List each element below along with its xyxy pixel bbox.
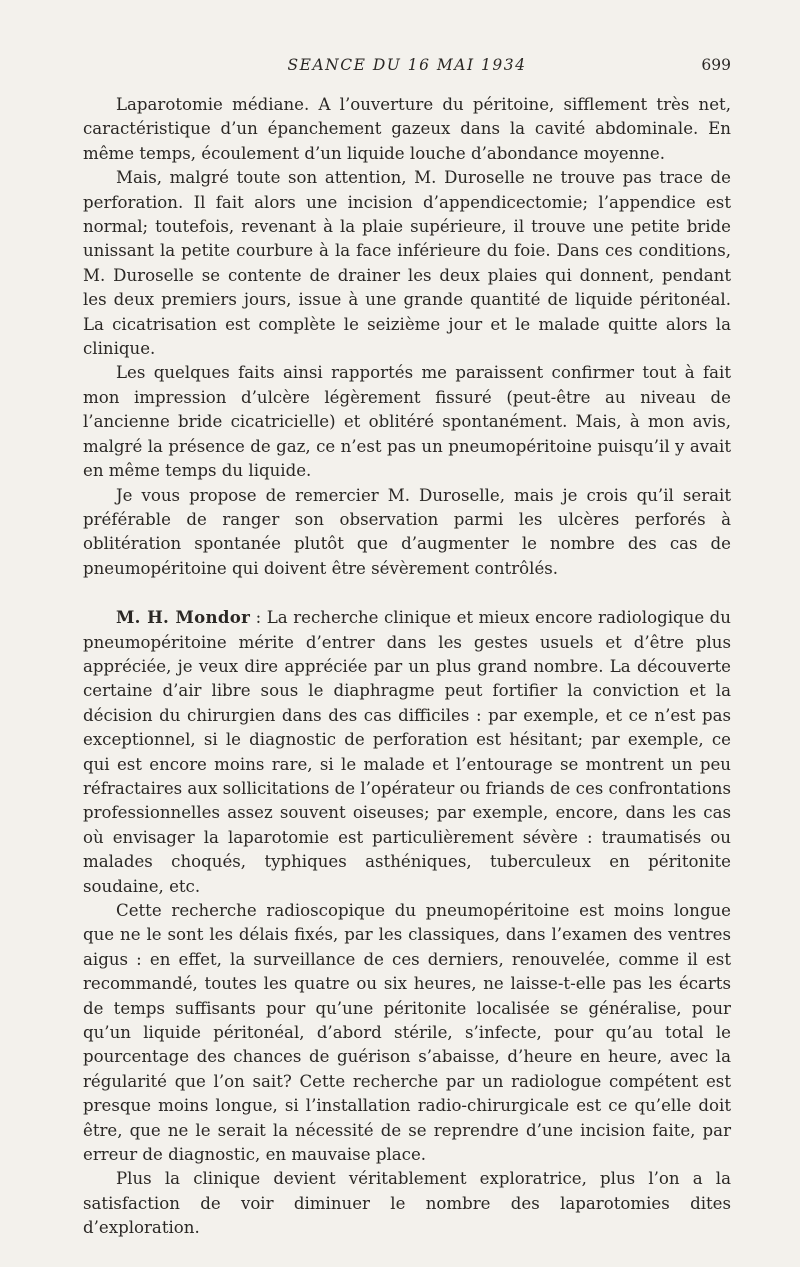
speaker-name: M. H. Mondor <box>116 607 251 628</box>
speech-paragraph <box>83 605 731 899</box>
paragraph-4: Je vous propose de remercier M. Duroselle, mais je crois qu’il serait préférable de ranger son observation parmi les ulcères perforés à oblitération spontanée plutôt que d’augmenter le nombre des cas de pneumopéritoine qui doivent être sévèrement contrôlés. <box>83 485 731 578</box>
running-head: SEANCE DU 16 MAI 1934 <box>287 56 527 74</box>
page-number: 699 <box>701 56 731 74</box>
page-header <box>83 56 731 78</box>
paragraph-1: Laparotomie médiane. A l’ouverture du péritoine, sifflement très net, caractéristique d’un épanchement gazeux dans la cavité abdominale. En même temps, écoulement d’un liquide louche d’abondance moyenne. <box>83 95 731 163</box>
body-text <box>83 93 731 1241</box>
speech-text: : La recherche clinique et mieux encore radiologique du pneumopéritoine mérite d’entrer dans les gestes usuels et d’être plus appréciée, je veux dire appréciée par un plus grand nombre. La découverte certaine d’air libre sous le diaphragme peut fortifier la conviction et la décision du chirurgien dans des cas difficiles : par exemple, et ce n’est pas exceptionnel, si le diagnostic de perforation est hésitant; par exemple, ce qui est encore moins rare, si le malade et l’entourage se montrent un peu réfractaires aux sollicitations de l’opérateur ou friands de ces confrontations professionnelles assez souvent oiseuses; par exemple, encore, dans les cas où envisager la laparotomie est particulièrement sévère : traumatisés ou malades choqués, typhiques asthéniques, tuberculeux en péritonite soudaine, etc. <box>83 608 732 896</box>
paragraph-7: Plus la clinique devient véritablement exploratrice, plus l’on a la satisfaction de voir diminuer le nombre des laparotomies dites d’exploration. <box>83 1169 731 1238</box>
paragraph-3: Les quelques faits ainsi rapportés me paraissent confirmer tout à fait mon impression d’ulcère légèrement fissuré (peut-être au niveau de l’ancienne bride cicatricielle) et oblitéré spontanément. Mais, à mon avis, malgré la présence de gaz, ce n’est pas un pneumopéritoine puisqu’il y avait en même temps du liquide. <box>83 363 731 481</box>
paragraph-6: Cette recherche radioscopique du pneumopéritoine est moins longue que ne le sont les délais fixés, par les classiques, dans l’examen des ventres aigus : en effet, la surveillance de ces derniers, renouvelée, comme il est recommandé, toutes les quatre ou six heures, ne laisse-t-elle pas les écarts de temps suffisants pour qu’une péritonite localisée se généralise, pour qu’un liquide péritonéal, d’abord stérile, s’infecte, pour qu’au total le pourcentage des chances de guérison s’abaisse, d’heure en heure, avec la régularité que l’on sait? Cette recherche par un radiologue compétent est presque moins longue, si l’installation radio-chirurgicale est ce qu’elle doit être, que ne le serait la nécessité de se reprendre d’une incision faite, par erreur de diagnostic, en mauvaise place. <box>83 901 731 1165</box>
paragraph-2: Mais, malgré toute son attention, M. Duroselle ne trouve pas trace de perforation. Il fait alors une incision d’appendicectomie; l’appendice est normal; toutefois, revenant à la plaie supérieure, il trouve une petite bride unissant la petite courbure à la face inférieure du foie. Dans ces conditions, M. Duroselle se contente de drainer les deux plaies qui donnent, pendant les deux premiers jours, issue à une grande quantité de liquide péritonéal. La cicatrisation est complète le seizième jour et le malade quitte alors la clinique. <box>83 168 731 359</box>
